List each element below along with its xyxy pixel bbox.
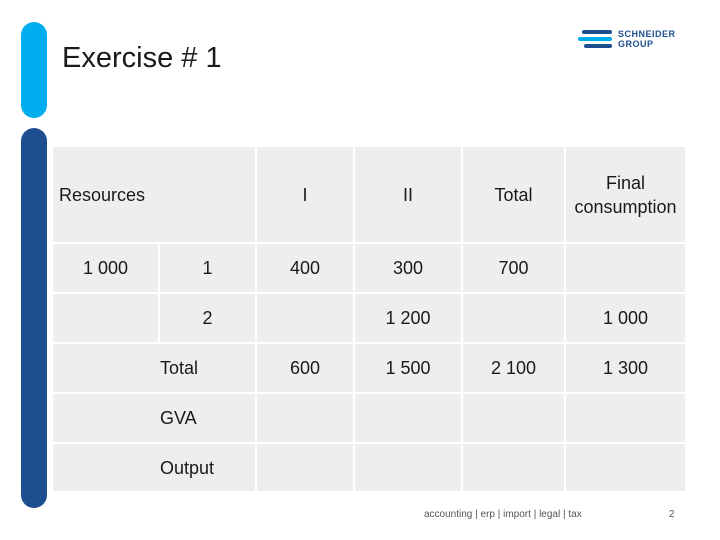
slide-title: Exercise # 1 xyxy=(62,42,222,74)
row3-total: 2 100 xyxy=(463,344,564,392)
header-final-consumption xyxy=(566,147,685,242)
accent-bar-top xyxy=(21,22,47,118)
row4-final xyxy=(566,394,685,442)
row3-resources xyxy=(53,344,158,392)
row5-col-I xyxy=(257,444,353,491)
logo-text-line2: GROUP xyxy=(618,39,654,49)
row1-col-II: 300 xyxy=(355,244,461,292)
row2-label: 2 xyxy=(160,294,255,342)
row3-col-I: 600 xyxy=(257,344,353,392)
exercise-table xyxy=(53,147,685,491)
row4-col-I xyxy=(257,394,353,442)
header-final-line1: Final xyxy=(605,172,645,193)
row2-col-I xyxy=(257,294,353,342)
schneider-group-logo xyxy=(578,28,686,50)
row1-col-I: 400 xyxy=(257,244,353,292)
accent-bar-bottom xyxy=(21,128,47,508)
row4-total xyxy=(463,394,564,442)
footer-text: accounting | erp | import | legal | tax xyxy=(424,509,582,520)
row4-label: GVA xyxy=(154,394,255,442)
row2-total xyxy=(463,294,564,342)
header-col-II xyxy=(355,147,461,242)
row5-label: Output xyxy=(154,444,255,491)
header-col-II-label: II xyxy=(402,184,413,205)
header-col-I-label: I xyxy=(302,184,308,205)
page-number: 2 xyxy=(669,509,675,520)
logo-mark-icon xyxy=(578,28,616,50)
row1-total: 700 xyxy=(463,244,564,292)
row3-label: Total xyxy=(154,344,255,392)
row2-col-II: 1 200 xyxy=(355,294,461,342)
header-col-I xyxy=(257,147,353,242)
row5-final xyxy=(566,444,685,491)
header-resources xyxy=(53,147,255,242)
row1-final xyxy=(566,244,685,292)
row3-final: 1 300 xyxy=(566,344,685,392)
row5-col-II xyxy=(355,444,461,491)
row5-resources xyxy=(53,444,158,491)
row4-resources xyxy=(53,394,158,442)
row1-resources: 1 000 xyxy=(53,244,158,292)
row5-total xyxy=(463,444,564,491)
logo-text-line1: SCHNEIDER xyxy=(618,29,676,39)
header-total-label: Total xyxy=(494,184,533,205)
header-total xyxy=(463,147,564,242)
header-final-line2: consumption xyxy=(574,196,677,217)
row2-final: 1 000 xyxy=(566,294,685,342)
row4-col-II xyxy=(355,394,461,442)
row2-resources xyxy=(53,294,158,342)
row1-label: 1 xyxy=(160,244,255,292)
row3-col-II: 1 500 xyxy=(355,344,461,392)
header-resources-label: Resources xyxy=(59,184,146,205)
